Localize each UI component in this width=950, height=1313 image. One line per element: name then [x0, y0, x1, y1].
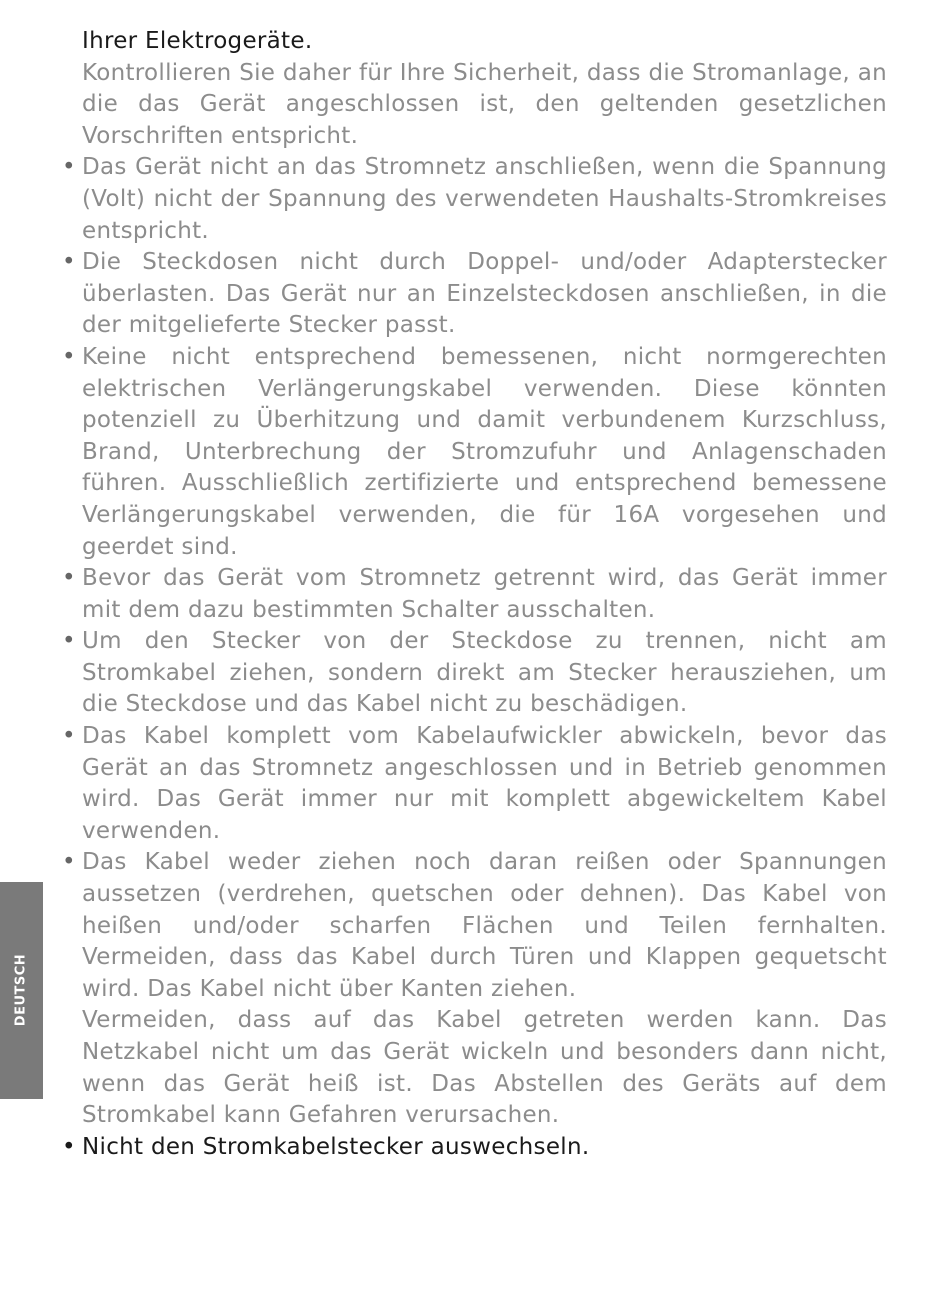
bullet-text: Bevor das Gerät vom Stromnetz getrennt wird, das Gerät immer mit dem dazu bestimmten Schalter ausschalten. — [82, 565, 887, 623]
intro-paragraph: Kontrollieren Sie daher für Ihre Sicherheit, dass die Stromanlage, an die das Gerät angeschlossen ist, den geltenden gesetzlichen Vorschriften entspricht. — [82, 59, 887, 149]
bullet-text: Das Gerät nicht an das Stromnetz anschließen, wenn die Spannung (Volt) nicht der Spannung des verwendeten Haushalts-Stromkreises entspricht. — [82, 154, 887, 244]
bullet-item — [62, 152, 887, 247]
bullet-item — [62, 247, 887, 342]
bullet-item — [62, 563, 887, 626]
bullet-text: Keine nicht entsprechend bemessenen, nicht normgerechten elektrischen Verlängerungskabel verwenden. Diese könnten potenziell zu Überhitzung und damit verbundenem Kurzschluss, Brand, Unterbrechung der Stromzufuhr und Anlagenschaden führen. Ausschließlich zertifizierte und entsprechend bemessene Verlängerungskabel verwenden, die für 16A vorgesehen und geerdet sind. — [82, 343, 887, 560]
bullet-text: Die Steckdosen nicht durch Doppel- und/oder Adapterstecker überlasten. Das Gerät nur an Einzelsteckdosen anschließen, in die der mitgelieferte Stecker passt. — [82, 249, 887, 339]
final-bullet-item — [62, 1132, 887, 1164]
bullet-marker: • — [62, 343, 76, 370]
intro-line: Ihrer Elektrogeräte. — [82, 28, 313, 54]
bullet-text: Das Kabel komplett vom Kabelaufwickler abwickeln, bevor das Gerät an das Stromnetz angeschlossen und in Betrieb genommen wird. Das Gerät immer nur mit komplett abgewickeltem Kabel verwenden. — [82, 723, 887, 844]
bullet-marker: • — [62, 849, 76, 876]
bullet-item — [62, 626, 887, 721]
continuation-paragraph: Vermeiden, dass auf das Kabel getreten werden kann. Das Netzkabel nicht um das Gerät wickeln und besonders dann nicht, wenn das Gerät heiß ist. Das Abstellen des Geräts auf dem Stromkabel kann Gefahren verursachen. — [82, 1007, 887, 1129]
final-bullet-text: Nicht den Stromkabelstecker auswechseln. — [82, 1133, 590, 1160]
bullet-item — [62, 342, 887, 563]
bullet-item — [62, 847, 887, 1005]
bullet-marker: • — [62, 1133, 76, 1160]
bullet-text: Das Kabel weder ziehen noch daran reißen oder Spannungen aussetzen (verdrehen, quetschen oder dehnen). Das Kabel von heißen und/oder scharfen Flächen und Teilen fernhalten. Vermeiden, dass das Kabel durch Türen und Klappen gequetscht wird. Das Kabel nicht über Kanten ziehen. — [82, 849, 887, 1002]
bullet-marker: • — [62, 249, 76, 276]
language-side-tab-label: DEUTSCH — [13, 953, 29, 1027]
safety-text-body — [62, 26, 887, 1163]
bullet-text: Um den Stecker von der Steckdose zu trennen, nicht am Stromkabel ziehen, sondern direkt am Stecker herausziehen, um die Steckdose und das Kabel nicht zu beschädigen. — [82, 628, 887, 718]
bullet-item — [62, 721, 887, 847]
bullet-marker: • — [62, 154, 76, 181]
bullet-marker: • — [62, 723, 76, 750]
bullet-marker: • — [62, 565, 76, 592]
bullet-marker: • — [62, 628, 76, 655]
